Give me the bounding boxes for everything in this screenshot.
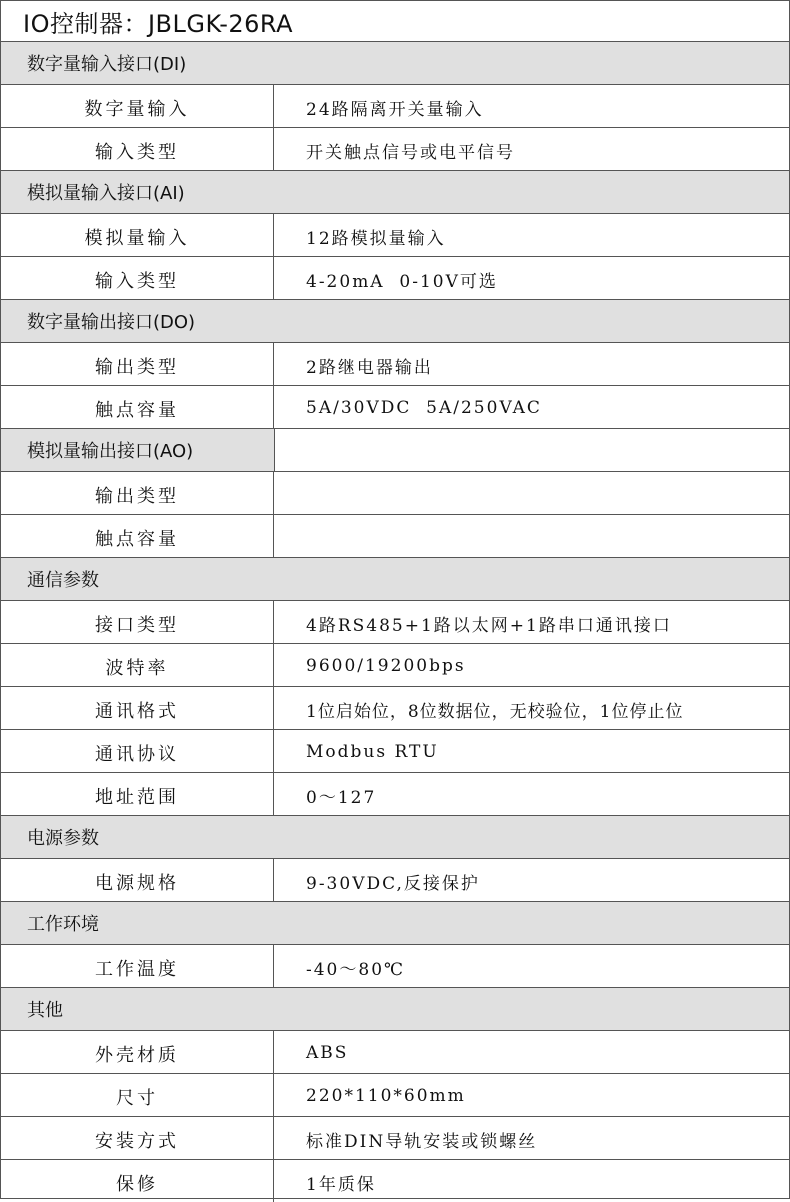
table-row	[1, 1074, 789, 1117]
row-label: 保修	[1, 1160, 274, 1202]
row-value: 0～127	[306, 787, 377, 808]
row-value: 开关触点信号或电平信号	[306, 142, 515, 163]
row-label: 通讯协议	[1, 730, 274, 772]
row-value: 4-20mA 0-10V可选	[306, 271, 498, 292]
section-header-power: 电源参数	[1, 816, 789, 859]
table-row	[1, 343, 789, 386]
section-header-other: 其他	[1, 988, 789, 1031]
row-label: 通讯格式	[1, 687, 274, 729]
table-row	[1, 386, 789, 429]
table-row	[1, 859, 789, 902]
row-value: 220*110*60mm	[306, 1086, 466, 1106]
row-label: 外壳材质	[1, 1031, 274, 1073]
table-row	[1, 472, 789, 515]
table-row	[1, 601, 789, 644]
row-label: 输出类型	[1, 343, 274, 385]
table-row	[1, 128, 789, 171]
table-row	[1, 257, 789, 300]
row-label: 数字量输入	[1, 85, 274, 127]
row-label: 尺寸	[1, 1074, 274, 1116]
section-header-environment: 工作环境	[1, 902, 789, 945]
page-title: IO控制器：JBLGK-26RA	[1, 1, 789, 42]
row-value: 2路继电器输出	[306, 357, 433, 378]
row-label: 电源规格	[1, 859, 274, 901]
row-label: 工作温度	[1, 945, 274, 987]
row-value: 标准DIN导轨安装或锁螺丝	[306, 1131, 538, 1152]
row-label: 触点容量	[1, 515, 274, 557]
row-value: 4路RS485+1路以太网+1路串口通讯接口	[306, 615, 672, 636]
row-value: 9-30VDC,反接保护	[306, 873, 480, 894]
row-value: 24路隔离开关量输入	[306, 99, 484, 120]
table-row	[1, 515, 789, 558]
header-blank-cell	[274, 429, 789, 471]
row-value	[274, 472, 789, 514]
row-value: Modbus RTU	[306, 742, 439, 762]
section-header-di: 数字量输入接口(DI)	[1, 42, 789, 85]
row-label: 波特率	[1, 644, 274, 686]
row-value: 1位启始位，8位数据位，无校验位，1位停止位	[306, 701, 684, 722]
row-label: 安装方式	[1, 1117, 274, 1159]
table-row	[1, 1117, 789, 1160]
table-row	[1, 85, 789, 128]
row-label: 接口类型	[1, 601, 274, 643]
table-row	[1, 945, 789, 988]
table-row	[1, 773, 789, 816]
row-value	[274, 515, 789, 557]
table-row	[1, 1160, 789, 1202]
table-row	[1, 687, 789, 730]
table-row	[1, 644, 789, 687]
table-row	[1, 730, 789, 773]
table-row	[1, 214, 789, 257]
row-label: 输入类型	[1, 257, 274, 299]
row-value: 9600/19200bps	[306, 656, 466, 676]
row-value: 12路模拟量输入	[306, 228, 446, 249]
row-value: -40～80℃	[306, 959, 406, 980]
row-label: 输出类型	[1, 472, 274, 514]
row-value: ABS	[306, 1043, 349, 1063]
row-label: 触点容量	[1, 386, 274, 428]
row-label: 地址范围	[1, 773, 274, 815]
row-label: 输入类型	[1, 128, 274, 170]
section-header-ai: 模拟量输入接口(AI)	[1, 171, 789, 214]
table-row	[1, 1031, 789, 1074]
row-label: 模拟量输入	[1, 214, 274, 256]
row-value: 5A/30VDC 5A/250VAC	[306, 398, 542, 418]
section-header-do: 数字量输出接口(DO)	[1, 300, 789, 343]
section-header-text: 模拟量输出接口(AO)	[27, 441, 194, 462]
section-header-comm: 通信参数	[1, 558, 789, 601]
row-value: 1年质保	[306, 1174, 376, 1195]
section-header-ao	[1, 429, 789, 472]
